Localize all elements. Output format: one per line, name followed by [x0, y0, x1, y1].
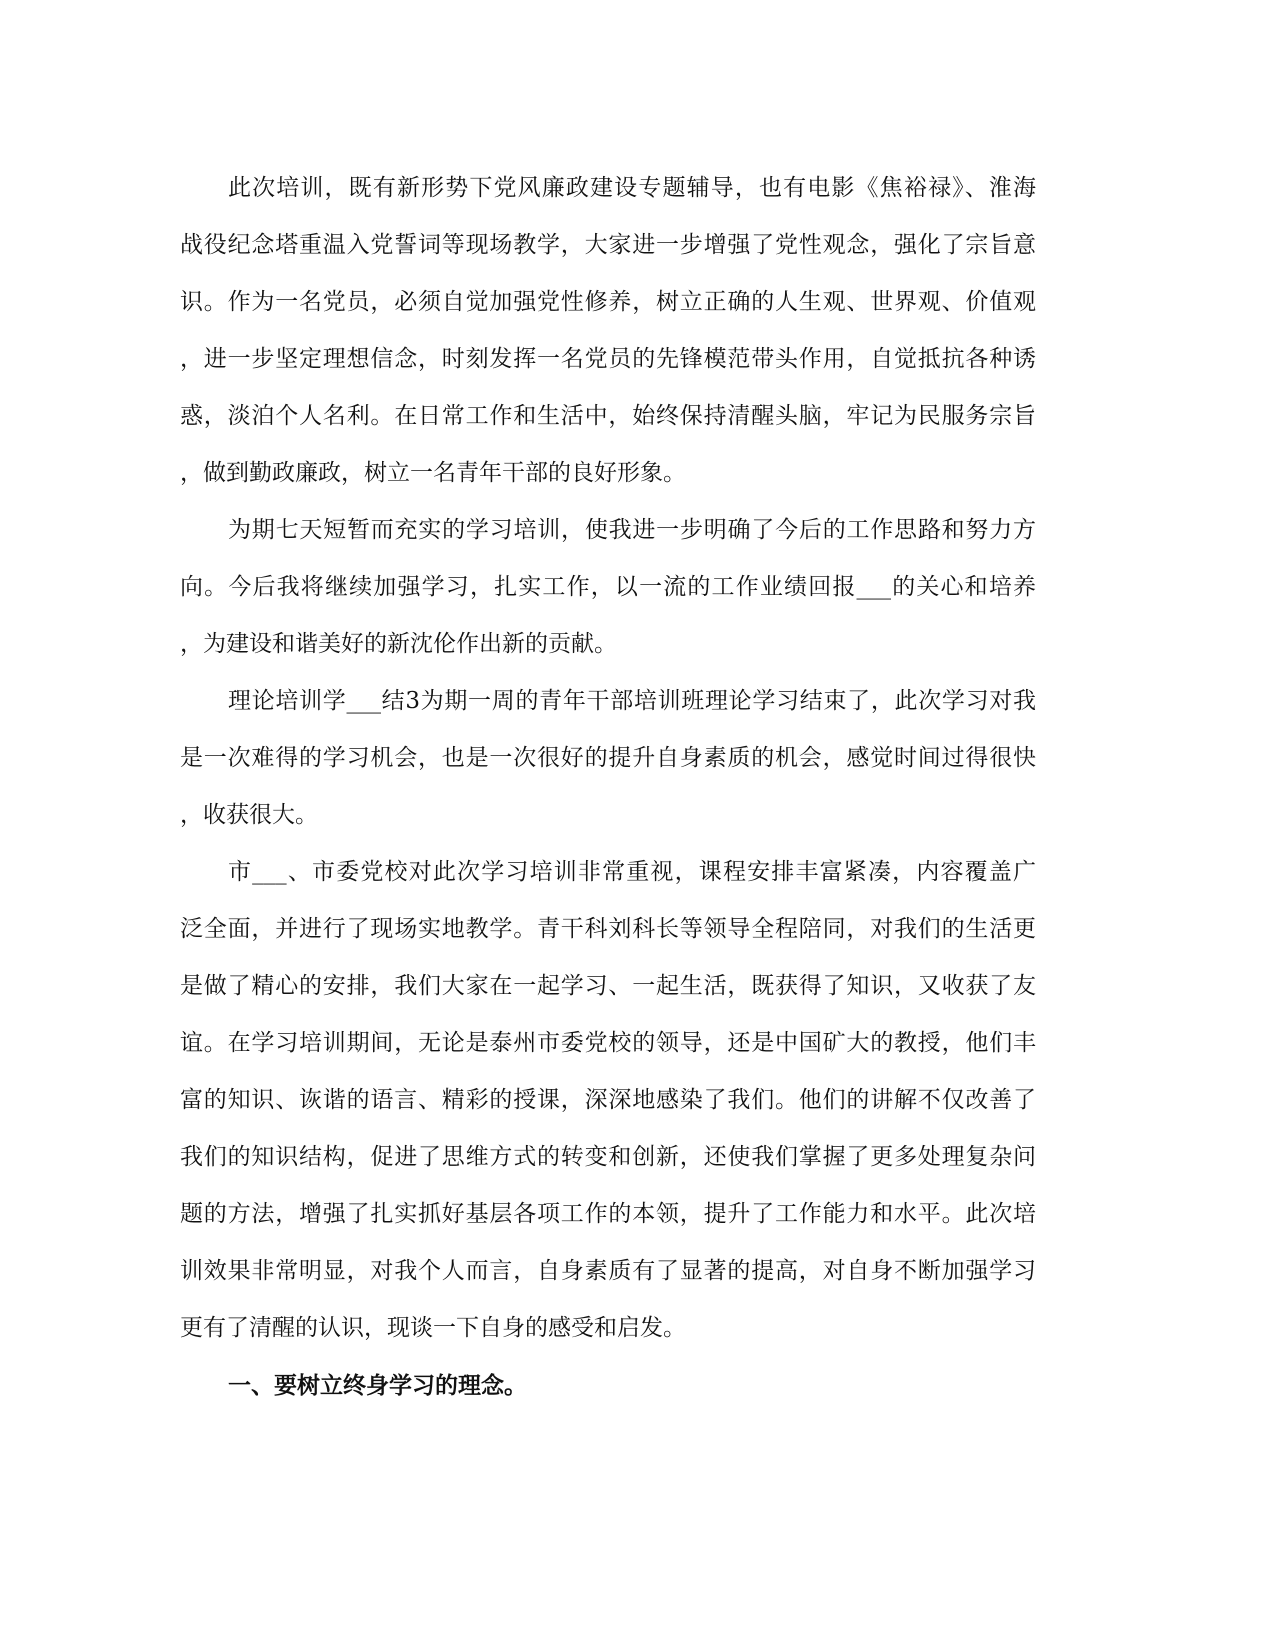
- paragraph-line: 题的方法，增强了扎实抓好基层各项工作的本领，提升了工作能力和水平。此次培: [180, 1201, 1036, 1227]
- paragraph-line: 富的知识、诙谐的语言、精彩的授课，深深地感染了我们。他们的讲解不仅改善了: [180, 1087, 1036, 1113]
- paragraph-line: ，做到勤政廉政，树立一名青年干部的良好形象。: [180, 460, 686, 486]
- paragraph-line: ，收获很大。: [180, 802, 318, 828]
- paragraph-line: 识。作为一名党员，必须自觉加强党性修养，树立正确的人生观、世界观、价值观: [180, 289, 1036, 315]
- paragraph-line: 惑，淡泊个人名利。在日常工作和生活中，始终保持清醒头脑，牢记为民服务宗旨: [180, 403, 1036, 429]
- paragraph-line: 谊。在学习培训期间，无论是泰州市委党校的领导，还是中国矿大的教授，他们丰: [180, 1030, 1036, 1056]
- paragraph-line: ，为建设和谐美好的新沈伦作出新的贡献。: [180, 631, 617, 657]
- paragraph-line: 市___、市委党校对此次学习培训非常重视，课程安排丰富紧凑，内容覆盖广: [228, 859, 1036, 885]
- document-page: [180, 160, 1036, 1414]
- section-heading: 一、要树立终身学习的理念。: [228, 1372, 527, 1399]
- paragraph-line: 是做了精心的安排，我们大家在一起学习、一起生活，既获得了知识，又收获了友: [180, 973, 1036, 999]
- paragraph-line: 泛全面，并进行了现场实地教学。青干科刘科长等领导全程陪同，对我们的生活更: [180, 916, 1036, 942]
- paragraph-line: 是一次难得的学习机会，也是一次很好的提升自身素质的机会，感觉时间过得很快: [180, 745, 1036, 771]
- paragraph-line: 向。今后我将继续加强学习，扎实工作，以一流的工作业绩回报___的关心和培养: [180, 574, 1036, 600]
- paragraph-line: 此次培训，既有新形势下党风廉政建设专题辅导，也有电影《焦裕禄》、淮海: [228, 175, 1036, 201]
- paragraph-line: 为期七天短暂而充实的学习培训，使我进一步明确了今后的工作思路和努力方: [228, 517, 1036, 543]
- paragraph-line: 更有了清醒的认识，现谈一下自身的感受和启发。: [180, 1315, 686, 1341]
- paragraph-line: ，进一步坚定理想信念，时刻发挥一名党员的先锋模范带头作用，自觉抵抗各种诱: [180, 346, 1036, 372]
- paragraph-line: 我们的知识结构，促进了思维方式的转变和创新，还使我们掌握了更多处理复杂问: [180, 1144, 1036, 1170]
- paragraph-line: 战役纪念塔重温入党誓词等现场教学，大家进一步增强了党性观念，强化了宗旨意: [180, 232, 1036, 258]
- paragraph-line: 理论培训学___结3为期一周的青年干部培训班理论学习结束了，此次学习对我: [228, 688, 1036, 714]
- paragraph-line: 训效果非常明显，对我个人而言，自身素质有了显著的提高，对自身不断加强学习: [180, 1258, 1036, 1284]
